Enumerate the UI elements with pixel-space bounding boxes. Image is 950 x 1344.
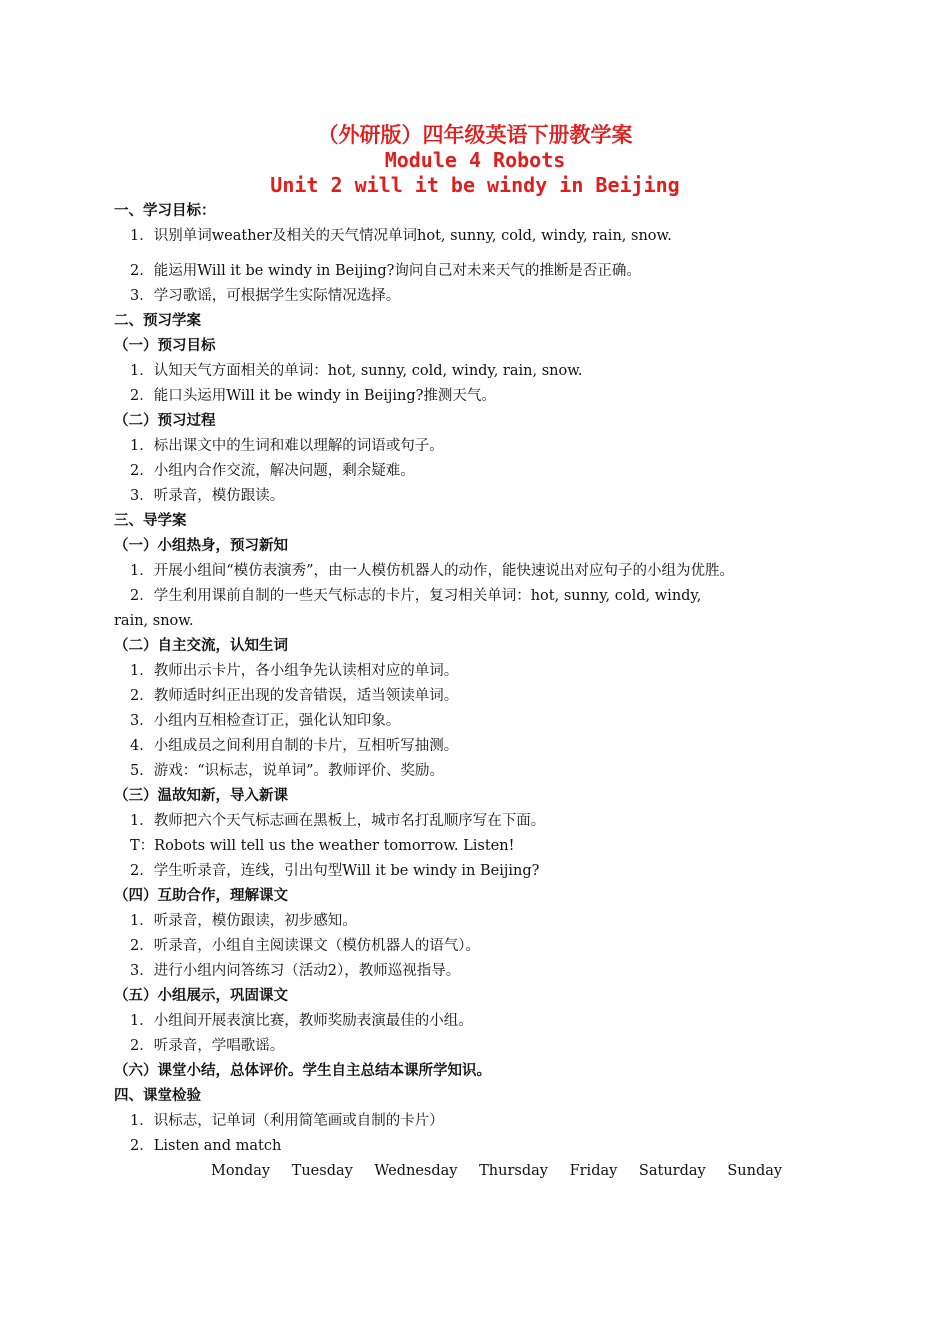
s3e-heading: （五）小组展示，巩固课文 — [114, 988, 288, 1004]
s3b-item-5: 5．游戏：“识标志，说单词”。教师评价、奖励。 — [130, 763, 445, 779]
s1-item-3: 3．学习歌谣，可根据学生实际情况选择。 — [130, 288, 401, 304]
s3b-item-1: 1．教师出示卡片，各小组争先认读相对应的单词。 — [130, 663, 459, 679]
weekday-list — [114, 1159, 842, 1184]
section-4-heading: 四、课堂检验 — [114, 1088, 201, 1104]
weekday-word: Sunday — [727, 1163, 783, 1179]
s4-item-2: 2．Listen and match — [130, 1138, 282, 1154]
s2b-heading: （二）预习过程 — [114, 413, 216, 429]
s2b-item-2: 2．小组内合作交流，解决问题，剩余疑难。 — [130, 463, 415, 479]
section-3-heading: 三、导学案 — [114, 513, 187, 529]
s3d-heading: （四）互助合作，理解课文 — [114, 888, 288, 904]
s2a-heading: （一）预习目标 — [114, 338, 216, 354]
weekday-word: Wednesday — [374, 1163, 458, 1179]
weekday-word: Monday — [211, 1163, 271, 1179]
weekday-word: Tuesday — [291, 1163, 353, 1179]
s3e-item-1: 1．小组间开展表演比赛，教师奖励表演最佳的小组。 — [130, 1013, 473, 1029]
s2a-item-2: 2．能口头运用Will it be windy in Beijing?推测天气。 — [130, 388, 496, 404]
s3d-item-2: 2．听录音，小组自主阅读课文（模仿机器人的语气）。 — [130, 938, 480, 954]
title-block — [0, 122, 950, 198]
s3c-heading: （三）温故知新，导入新课 — [114, 788, 288, 804]
s3b-item-3: 3．小组内互相检查订正，强化认知印象。 — [130, 713, 401, 729]
s3f-heading: （六）课堂小结，总体评价。学生自主总结本课所学知识。 — [114, 1063, 491, 1079]
s2b-item-1: 1．标出课文中的生词和难以理解的词语或句子。 — [130, 438, 444, 454]
s3a-item-2: 2．学生利用课前自制的一些天气标志的卡片，复习相关单词：hot, sunny, cold, windy, — [130, 588, 702, 604]
s3a-heading: （一）小组热身，预习新知 — [114, 538, 288, 554]
s3a-item-2-cont: rain, snow. — [114, 613, 194, 629]
section-1-heading: 一、学习目标： — [114, 203, 216, 219]
weekday-word: Friday — [569, 1163, 618, 1179]
s3b-item-2: 2．教师适时纠正出现的发音错误，适当领读单词。 — [130, 688, 459, 704]
module-title: Module 4 Robots — [384, 148, 566, 172]
s3c-item-3: 2．学生听录音，连线，引出句型Will it be windy in Beijing? — [130, 863, 540, 879]
weekday-word: Thursday — [479, 1163, 548, 1179]
s2b-item-3: 3．听录音，模仿跟读。 — [130, 488, 285, 504]
s3a-item-1: 1．开展小组间“模仿表演秀”，由一人模仿机器人的动作，能快速说出对应句子的小组为优胜。 — [130, 563, 735, 579]
unit-title: Unit 2 will it be windy in Beijing — [270, 173, 680, 197]
section-2-heading: 二、预习学案 — [114, 313, 201, 329]
s1-item-1: 1．识别单词weather及相关的天气情况单词hot, sunny, cold, windy, rain, snow. — [130, 228, 672, 244]
weekday-word: Saturday — [638, 1163, 706, 1179]
s3b-item-4: 4．小组成员之间利用自制的卡片，互相听写抽测。 — [130, 738, 459, 754]
s3c-item-2: T：Robots will tell us the weather tomorrow. Listen! — [130, 838, 515, 854]
s4-item-1: 1．识标志，记单词（利用简笔画或自制的卡片） — [130, 1113, 444, 1129]
s3e-item-2: 2．听录音，学唱歌谣。 — [130, 1038, 285, 1054]
s1-item-2: 2．能运用Will it be windy in Beijing?询问自己对未来天气的推断是否正确。 — [130, 263, 641, 279]
doc-title: （外研版）四年级英语下册教学案 — [317, 123, 633, 147]
s3d-item-1: 1．听录音，模仿跟读，初步感知。 — [130, 913, 357, 929]
s3c-item-1: 1．教师把六个天气标志画在黑板上，城市名打乱顺序写在下面。 — [130, 813, 546, 829]
s3d-item-3: 3．进行小组内问答练习（活动2），教师巡视指导。 — [130, 963, 461, 979]
s3b-heading: （二）自主交流，认知生词 — [114, 638, 288, 654]
document-body — [114, 199, 842, 1184]
s2a-item-1: 1．认知天气方面相关的单词：hot, sunny, cold, windy, rain, snow. — [130, 363, 583, 379]
